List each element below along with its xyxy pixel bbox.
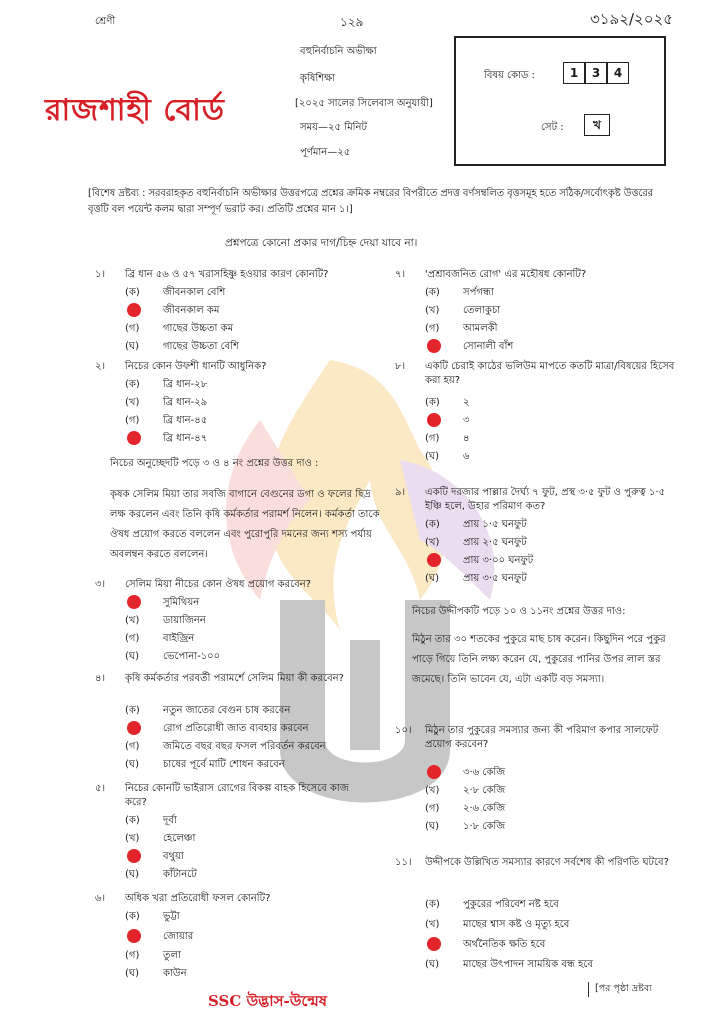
option-text: ৩·৬ কেজি	[463, 767, 506, 778]
option-text: প্রায় ৩·০০ ঘনফুট	[463, 555, 534, 566]
answer-dot	[127, 849, 141, 863]
option-label: (খ)	[425, 785, 440, 796]
set-label: সেট :	[541, 122, 564, 133]
option-label: (ক)	[125, 379, 140, 390]
option-label: (গ)	[125, 950, 140, 961]
option-text: কাউন	[163, 968, 187, 979]
option-text: সোনালী বাঁশ	[463, 341, 514, 352]
option-text: মাছের উৎপাদন সাময়িক বন্ধ হবে	[463, 959, 593, 970]
option-text: জোয়ার	[163, 931, 194, 942]
option-label: (ঘ)	[125, 759, 139, 770]
option-text: মাছের শ্বাস কষ্ট ও মৃত্যু হবে	[463, 919, 570, 930]
syllabus-note: [২০২৫ সালের সিলেবাস অনুযায়ী]	[295, 98, 433, 109]
board-title: রাজশাহী বোর্ড	[45, 93, 225, 128]
option-label: (গ)	[425, 323, 440, 334]
question-number: ৯।	[395, 487, 406, 498]
option-text: প্রায় ৩·৫ ঘনফুট	[463, 573, 527, 584]
option[interactable]	[125, 812, 177, 830]
question-stem: ব্রি ধান ৫৬ ও ৫৭ খরাসহিষ্ণু হওয়ার কারণ কোনটি?	[125, 269, 329, 280]
question-number: ২।	[95, 361, 106, 372]
option[interactable]	[425, 430, 470, 448]
option-text: ব্রি ধান-৪৫	[163, 415, 208, 426]
option-label: (খ)	[125, 397, 140, 408]
option-label: (গ)	[125, 741, 140, 752]
subject-code-digits	[563, 62, 629, 84]
option[interactable]	[425, 818, 505, 836]
option-text: ব্রি ধান-৪৭	[163, 433, 208, 444]
option-selected[interactable]	[425, 764, 505, 782]
set-value: খ	[584, 114, 610, 136]
option-label: (গ)	[125, 323, 140, 334]
option-selected[interactable]	[125, 928, 193, 946]
option[interactable]	[425, 570, 527, 588]
option[interactable]	[125, 908, 180, 926]
option-label: (ক)	[125, 705, 140, 716]
code-digit: 3	[585, 62, 607, 84]
option-label: (ক)	[125, 911, 140, 922]
question-stem: মিঠুন তার পুকুরের সমস্যার জন্য কী পরিমাণ কপার সালফেট প্রয়োগ করবেন?	[425, 725, 659, 750]
subject-code-box	[454, 36, 666, 166]
option[interactable]	[425, 956, 593, 974]
option-text: ব্রি ধান-২৯	[163, 397, 208, 408]
option[interactable]	[425, 896, 559, 914]
option-label: (ঘ)	[125, 968, 139, 979]
question-stem: কৃষি কর্মকর্তার পরবর্তী পরামর্শে সেলিম মিয়া কী করবেন?	[125, 673, 344, 684]
option-label: (ঘ)	[425, 821, 439, 832]
option-label: (ঘ)	[125, 869, 139, 880]
option-label: (খ)	[125, 615, 140, 626]
option-text: হেলেঞ্চা	[163, 833, 196, 844]
question-number: ৬।	[95, 893, 106, 904]
option-text: জীবনকাল কম	[163, 305, 220, 316]
answer-dot	[127, 303, 141, 317]
option-text: অর্থনৈতিক ক্ষতি হবে	[463, 939, 546, 950]
option-label: (গ)	[125, 415, 140, 426]
option[interactable]	[425, 782, 505, 800]
instructions-note: [বিশেষ দ্রষ্টব্য : সরবরাহকৃত বহুনির্বাচনি অভীক্ষার উত্তরপত্রে প্রশ্নের ক্রমিক নম্বরের বিপরীতে প্রদত্ত বর্ণসম্বলিত বৃত্তসমূহ হতে সঠিক/সর্বোৎকৃষ্ট উত্তরের বৃত্তটি বল পয়েন্ট কলম দ্বারা সম্পূর্ণ ভরাট কর। প্রতিটি প্রশ্নের মান ১।]	[88, 188, 654, 215]
option-text: জমিতে বছর বছর ফসল পরিবর্তন করবেন	[163, 741, 326, 752]
option-text: ব্রি ধান-২৮	[163, 379, 208, 390]
option-label: (খ)	[125, 833, 140, 844]
option[interactable]	[125, 648, 220, 666]
option[interactable]	[125, 830, 195, 848]
option[interactable]	[125, 866, 197, 884]
option-label: (খ)	[425, 305, 440, 316]
option-text: সর্পগন্ধা	[463, 287, 494, 298]
option-label: (ক)	[125, 815, 140, 826]
option-label: (ক)	[425, 397, 440, 408]
option-selected[interactable]	[425, 936, 545, 954]
question-number: ৫।	[95, 783, 106, 794]
option-selected[interactable]	[125, 720, 309, 738]
passage-text: কৃষক সেলিম মিয়া তার সবজি বাগানে বেগুনের ডগা ও ফলের ছিদ্র লক্ষ করলেন এবং তিনি কৃষি কর্মকর্তার পরামর্শ নিলেন। কর্মকর্তা তাকে ঔষধ প্রয়োগ করতে বললেন এবং পুরোপুরি দমনের জন্য শস্য পর্যায় অবলম্বন করতে বললেন।	[110, 489, 380, 560]
option[interactable]	[425, 516, 527, 534]
option[interactable]	[125, 320, 233, 338]
passage-intro: নিচের অনুচ্ছেদটি পড়ে ৩ ও ৪ নং প্রশ্নের উত্তর দাও :	[110, 458, 319, 469]
option-label: (ঘ)	[125, 341, 139, 352]
question-stem: 'প্রশ্রাবজনিত রোগ' এর মহৌষধ কোনটি?	[425, 269, 587, 280]
option-text: ভুট্টা	[163, 911, 180, 922]
option[interactable]	[125, 702, 290, 720]
subject-name: কৃষিশিক্ষা	[300, 73, 336, 84]
option-text: ২	[463, 397, 470, 408]
code-digit: 1	[563, 62, 585, 84]
option[interactable]	[425, 800, 505, 818]
question-stem: উদ্দীপকে উল্লিখিত সমস্যার কারণে সর্বশেষ কী পরিণতি ঘটবে?	[425, 857, 669, 868]
option-label: (খ)	[425, 919, 440, 930]
code-digit: 4	[607, 62, 629, 84]
question-number: ৪।	[95, 673, 106, 684]
answer-dot	[127, 595, 141, 609]
answer-dot	[127, 431, 141, 445]
question-stem: সেলিম মিয়া নীচের কোন ঔষধ প্রয়োগ করবেন?	[125, 579, 311, 590]
option-text: জীবনকাল বেশি	[163, 287, 226, 298]
option-text: দূর্বা	[163, 815, 177, 826]
option[interactable]	[425, 320, 498, 338]
option-text: বথুয়া	[163, 851, 184, 862]
option[interactable]	[125, 284, 225, 302]
option-text: পুকুরের পরিবেশ নষ্ট হবে	[463, 899, 559, 910]
option-text: তেলাকুচা	[463, 305, 501, 316]
option[interactable]	[125, 965, 187, 983]
option-text: নতুন জাতের বেগুন চাষ করবেন	[163, 705, 291, 716]
option[interactable]	[425, 448, 470, 466]
option-text: গাছের উচ্চতা কম	[163, 323, 234, 334]
option-text: ২·৮ কেজি	[463, 785, 506, 796]
option-label: (ঘ)	[425, 959, 439, 970]
option-text: প্রায় ১·৫ ঘনফুট	[463, 519, 527, 530]
option[interactable]	[125, 412, 207, 430]
class-label: শ্রেণী	[95, 16, 116, 27]
option-text: চাষের পূর্বে মাটি শোধন করবেন	[163, 759, 285, 770]
next-page-note: [পর পৃষ্ঠা দ্রষ্টব্য	[588, 982, 652, 997]
option-text: সুমিথিয়ন	[163, 597, 200, 608]
option-text: ২·৬ কেজি	[463, 803, 506, 814]
question-stem: নিচের কোন উফশী ধানটি আধুনিক?	[125, 361, 267, 372]
option-text: আমলকী	[463, 323, 498, 334]
option-label: (ঘ)	[425, 573, 439, 584]
full-marks: পূর্ণমান—২৫	[300, 147, 351, 158]
passage-text: মিঠুন তার ৩০ শতকের পুকুরে মাছ চাষ করেন। কিছুদিন পরে পুকুর পাড়ে গিয়ে তিনি লক্ষ্য করেন যে, পুকুরের পানির উপর লাল স্তর জমেছে। তিনি ভাবেন যে, এটা একটি বড় সমস্যা।	[412, 634, 666, 685]
page-number: ১২৯	[340, 15, 364, 29]
answer-dot	[427, 339, 441, 353]
question-stem: নিচের কোনটি ভাইরাস রোগের বিকল্প বাহক হিসেবে কাজ করে?	[125, 783, 349, 808]
subject-code-label: বিষয় কোড :	[484, 70, 535, 81]
option-text: প্রায় ২·৫ ঘনফুট	[463, 537, 527, 548]
option-selected[interactable]	[425, 552, 533, 570]
option-text: ৩	[463, 415, 470, 426]
option-label: (গ)	[425, 433, 440, 444]
option[interactable]	[425, 534, 527, 552]
option-selected[interactable]	[425, 338, 513, 356]
code-ref: ৩১৯২/২০২৫	[590, 10, 674, 28]
question-stem: অধিক খরা প্রতিরোধী ফসল কোনটি?	[125, 893, 271, 904]
option[interactable]	[125, 738, 326, 756]
option-selected[interactable]	[125, 302, 219, 320]
option[interactable]	[125, 376, 207, 394]
option-selected[interactable]	[125, 594, 199, 612]
option-label: (ক)	[425, 287, 440, 298]
exam-type: বহুনির্বাচনি অভীক্ষা	[300, 46, 377, 57]
answer-dot	[127, 721, 141, 735]
option[interactable]	[425, 284, 494, 302]
question-number: ৭।	[395, 269, 406, 280]
option-label: (গ)	[425, 803, 440, 814]
option[interactable]	[425, 302, 500, 320]
option-label: (খ)	[425, 537, 440, 548]
option-selected[interactable]	[125, 430, 207, 448]
option[interactable]	[425, 916, 569, 934]
option-text: ডায়াজিনন	[163, 615, 206, 626]
passage-intro: নিচের উদ্দীপকটি পড়ে ১০ ও ১১নং প্রশ্নের উত্তর দাও:	[412, 606, 626, 617]
answer-dot	[427, 553, 441, 567]
option[interactable]	[125, 394, 207, 412]
question-stem: একটি দরজার পাল্লার দৈর্ঘ্য ৭ ফুট, প্রস্থ ৩·৫ ফুট ও পুরুত্ব ১·৫ ইঞ্চি হলে, উহার পরিমাণ কত?	[425, 487, 666, 512]
question-number: ৩।	[95, 579, 106, 590]
answer-dot	[127, 929, 141, 943]
option-text: কাঁটানটে	[163, 869, 197, 880]
answer-dot	[427, 937, 441, 951]
question-number: ১।	[95, 269, 106, 280]
option-label: (ক)	[125, 287, 140, 298]
option-selected[interactable]	[125, 848, 184, 866]
option-label: (ক)	[425, 899, 440, 910]
option-label: (ক)	[425, 519, 440, 530]
option-text: রোগ প্রতিরোধী জাত ব্যবহার করবেন	[163, 723, 309, 734]
footer-brand: SSC উদ্ভাস-উন্মেষ	[208, 992, 328, 1010]
option-text: তুলা	[163, 950, 181, 961]
option-text: ৪	[463, 433, 470, 444]
answer-dot	[427, 765, 441, 779]
option-selected[interactable]	[425, 412, 470, 430]
question-number: ৮।	[395, 361, 406, 372]
option[interactable]	[125, 947, 181, 965]
option[interactable]	[125, 338, 239, 356]
option-text: গাছের উচ্চতা বেশি	[163, 341, 240, 352]
answer-dot	[427, 413, 441, 427]
exam-time: সময়—২৫ মিনিট	[300, 122, 367, 133]
option-text: ভেপোনা-১০০	[163, 651, 221, 662]
option-label: (ঘ)	[125, 651, 139, 662]
question-number: ১১।	[395, 857, 412, 868]
option[interactable]	[425, 394, 470, 412]
instructions-warning: প্রশ্নপত্রে কোনো প্রকার দাগ/চিহ্ন দেয়া যাবে না।	[225, 237, 418, 249]
question-number: ১০।	[395, 725, 412, 736]
option[interactable]	[125, 612, 206, 630]
option-text: বাইজ্রিন	[163, 633, 195, 644]
option[interactable]	[125, 756, 285, 774]
option-label: (গ)	[125, 633, 140, 644]
option-label: (ঘ)	[425, 451, 439, 462]
option-text: ৬	[463, 451, 470, 462]
option[interactable]	[125, 630, 194, 648]
option-text: ১·৮ কেজি	[463, 821, 506, 832]
question-stem: একটি চেরাই কাঠের ভলিউম মাপতে কতটি মাত্রা/বিষয়ের হিসেব করা হয়?	[425, 361, 675, 386]
